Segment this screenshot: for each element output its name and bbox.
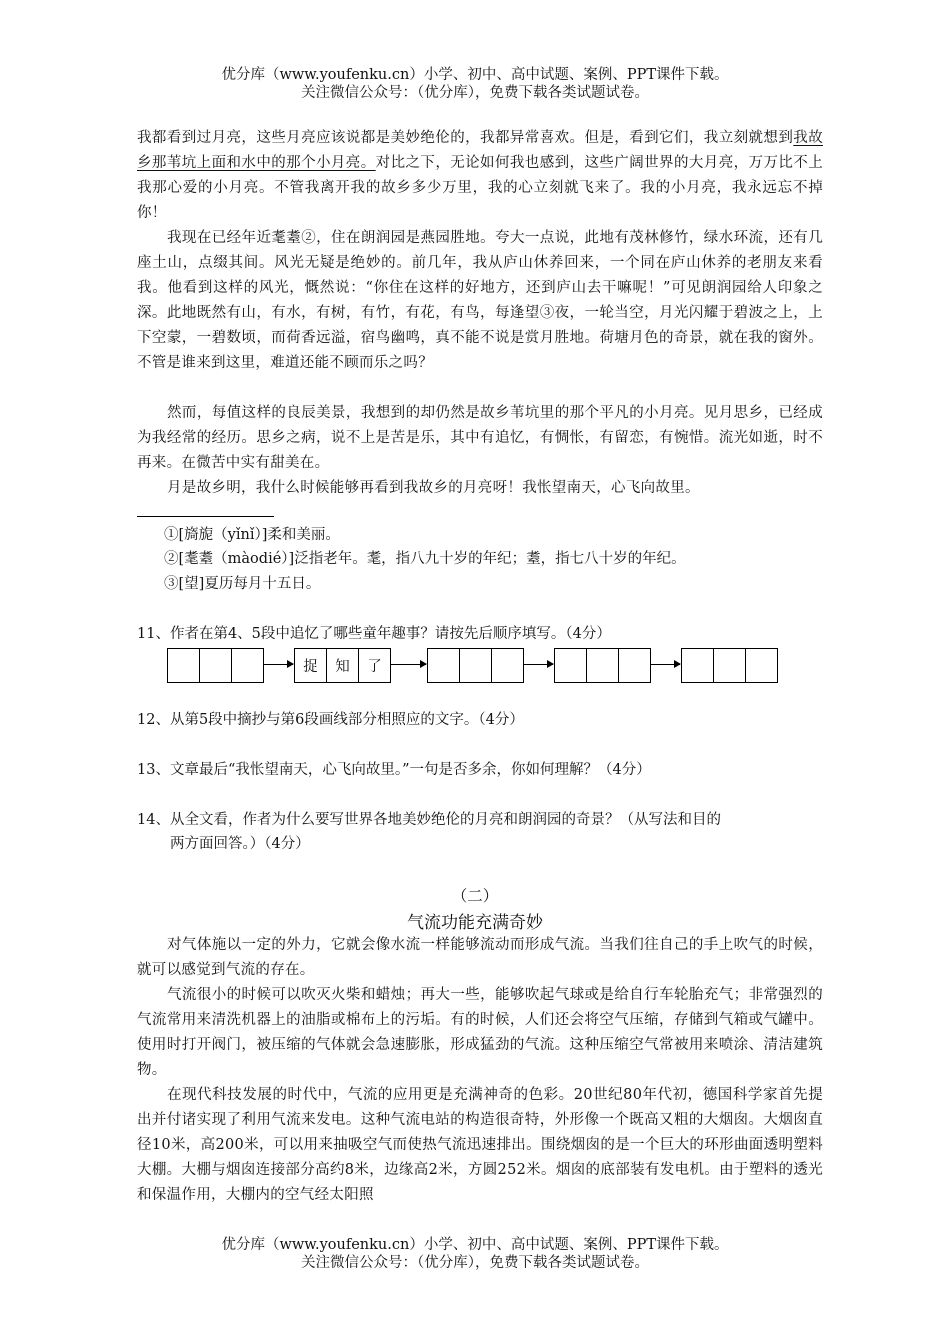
- answer-box-group-2: [294, 648, 391, 683]
- question-11: 11、作者在第4、5段中追忆了哪些童年趣事？请按先后顺序填写。（4分）: [137, 626, 611, 642]
- footer-line-2: 关注微信公众号：（优分库），免费下载各类试题试卷。: [301, 1255, 649, 1271]
- question-12: 12、从第5段中摘抄与第6段画线部分相照应的文字。（4分）: [137, 712, 524, 728]
- paragraph-langrun-garden: 我现在已经年近耄耋②，住在朗润园是燕园胜地。夸大一点说，此地有茂林修竹，绿水环流，还有几座土山，点缀其间。风光无疑是绝妙的。前几年，我从庐山休养回来，一个同在庐山休养的老朋友来看我。他看到这样的风光，慨然说：“你住在这样的好地方，还到庐山去干嘛呢！”可见朗润园给人印象之深。此地既然有山，有水，有树，有竹，有花，有鸟，每逢望③夜，一轮当空，月光闪耀于碧波之上，上下空蒙，一碧数顷，而荷香远溢，宿鸟幽鸣，真不能不说是赏月胜地。荷塘月色的奇景，就在我的窗外。不管是谁来到这里，难道还能不顾而乐之吗？: [137, 230, 823, 371]
- footnote-1: ①[旖旎（yǐnǐ）]柔和美丽。: [164, 527, 340, 543]
- answer-box-group-3: [427, 648, 524, 683]
- arrow-right-icon: [390, 664, 426, 665]
- article-title: 气流功能充满奇妙: [407, 913, 543, 933]
- answer-box-char: 了: [367, 659, 382, 675]
- paragraph-airflow-power: 在现代科技发展的时代中，气流的应用更是充满神奇的色彩。20世纪80年代初，德国科学家首先提出并付诸实现了利用气流来发电。这种气流电站的构造很奇特，外形像一个既高又粗的大烟囱。大烟囱直径10米，高200米，可以用来抽吸空气而使热气流迅速排出。围绕烟囱的是一个巨大的环形曲面透明塑料大棚。大棚与烟囱连接部分高约8米，边缘高2米，方圆252米。烟囱的底部装有发电机。由于塑料的透光和保温作用，大棚内的空气经太阳照: [137, 1087, 823, 1203]
- answer-box[interactable]: [714, 649, 746, 682]
- arrow-right-icon: [523, 664, 553, 665]
- section-number: （二）: [451, 887, 499, 905]
- answer-box[interactable]: [460, 649, 492, 682]
- answer-box[interactable]: [555, 649, 587, 682]
- paragraph-moons: [137, 126, 823, 226]
- paragraph-homesick: 然而，每值这样的良辰美景，我想到的却仍然是故乡苇坑里的那个平凡的小月亮。见月思乡，已经成为我经常的经历。思乡之病，说不上是苦是乐，其中有追忆，有惆怅，有留恋，有惋惜。流光如逝，时不再来。在微苦中实有甜美在。: [137, 405, 823, 471]
- arrow-right-icon: [263, 664, 293, 665]
- answer-box[interactable]: [168, 649, 200, 682]
- footer-line-1: 优分库（www.youfenku.cn）小学、初中、高中试题、案例、PPT课件下载。: [221, 1237, 729, 1253]
- footnote-2: ②[耄耋（màodié）]泛指老年。耄，指八九十岁的年纪；耋，指七八十岁的年纪。: [164, 551, 686, 567]
- paragraph-airflow-intro: 对气体施以一定的外力，它就会像水流一样能够流动而形成气流。当我们往自己的手上吹气的时候，就可以感觉到气流的存在。: [137, 937, 823, 978]
- answer-box[interactable]: [682, 649, 714, 682]
- paragraph-moons-tail: 对比之下，无论如何我也感到，这些广阔世界的大月亮，万万比不上我那心爱的小月亮。不管我离开我的故乡多少万里，我的心立刻就飞来了。我的小月亮，我永远忘不掉你！: [137, 155, 823, 221]
- footnote-divider: [137, 516, 274, 517]
- answer-box-group-5: [681, 648, 778, 683]
- answer-box-char: 知: [327, 649, 359, 682]
- paragraph-moons-text: 我都看到过月亮，这些月亮应该说都是美妙绝伦的，我都异常喜欢。但是，看到它们，我立刻就想到: [137, 130, 794, 146]
- arrow-right-icon: [650, 664, 680, 665]
- page-footer: [0, 1236, 950, 1272]
- answer-box[interactable]: [428, 649, 460, 682]
- question-13: 13、文章最后“我怅望南天，心飞向故里。”一句是否多余，你如何理解？（4分）: [137, 762, 651, 778]
- underlined-sentence: 我故乡那苇坑上面和水中的那个小月亮。: [137, 130, 823, 171]
- footnote-3: ③[望]夏历每月十五日。: [164, 576, 321, 592]
- header-line-2: 关注微信公众号：（优分库），免费下载各类试题试卷。: [301, 85, 649, 101]
- page-header: [0, 66, 950, 102]
- answer-box[interactable]: [492, 649, 523, 682]
- answer-box-char: 捉: [295, 649, 327, 682]
- answer-box-group-4: [554, 648, 651, 683]
- answer-box-group-1: [167, 648, 264, 683]
- answer-box[interactable]: [587, 649, 619, 682]
- answer-box[interactable]: [746, 649, 777, 682]
- question-14-continued: 两方面回答。）（4分）: [170, 836, 310, 852]
- answer-box[interactable]: [232, 649, 263, 682]
- paragraph-airflow-uses: 气流很小的时候可以吹灭火柴和蜡烛；再大一些，能够吹起气球或是给自行车轮胎充气；非常强烈的气流常用来清洗机器上的油脂或棉布上的污垢。有的时候，人们还会将空气压缩，存储到气箱或气罐中。使用时打开阀门，被压缩的气体就会急速膨胀，形成猛劲的气流。这种压缩空气常被用来喷涂、清洁建筑物。: [137, 987, 823, 1078]
- paragraph-conclusion: 月是故乡明，我什么时候能够再看到我故乡的月亮呀！我怅望南天，心飞向故里。: [167, 480, 700, 496]
- question-14: 14、从全文看，作者为什么要写世界各地美妙绝伦的月亮和朗润园的奇景？（从写法和目的: [137, 812, 721, 828]
- answer-box[interactable]: [200, 649, 232, 682]
- header-line-1: 优分库（www.youfenku.cn）小学、初中、高中试题、案例、PPT课件下载。: [221, 67, 729, 83]
- answer-box[interactable]: [619, 649, 650, 682]
